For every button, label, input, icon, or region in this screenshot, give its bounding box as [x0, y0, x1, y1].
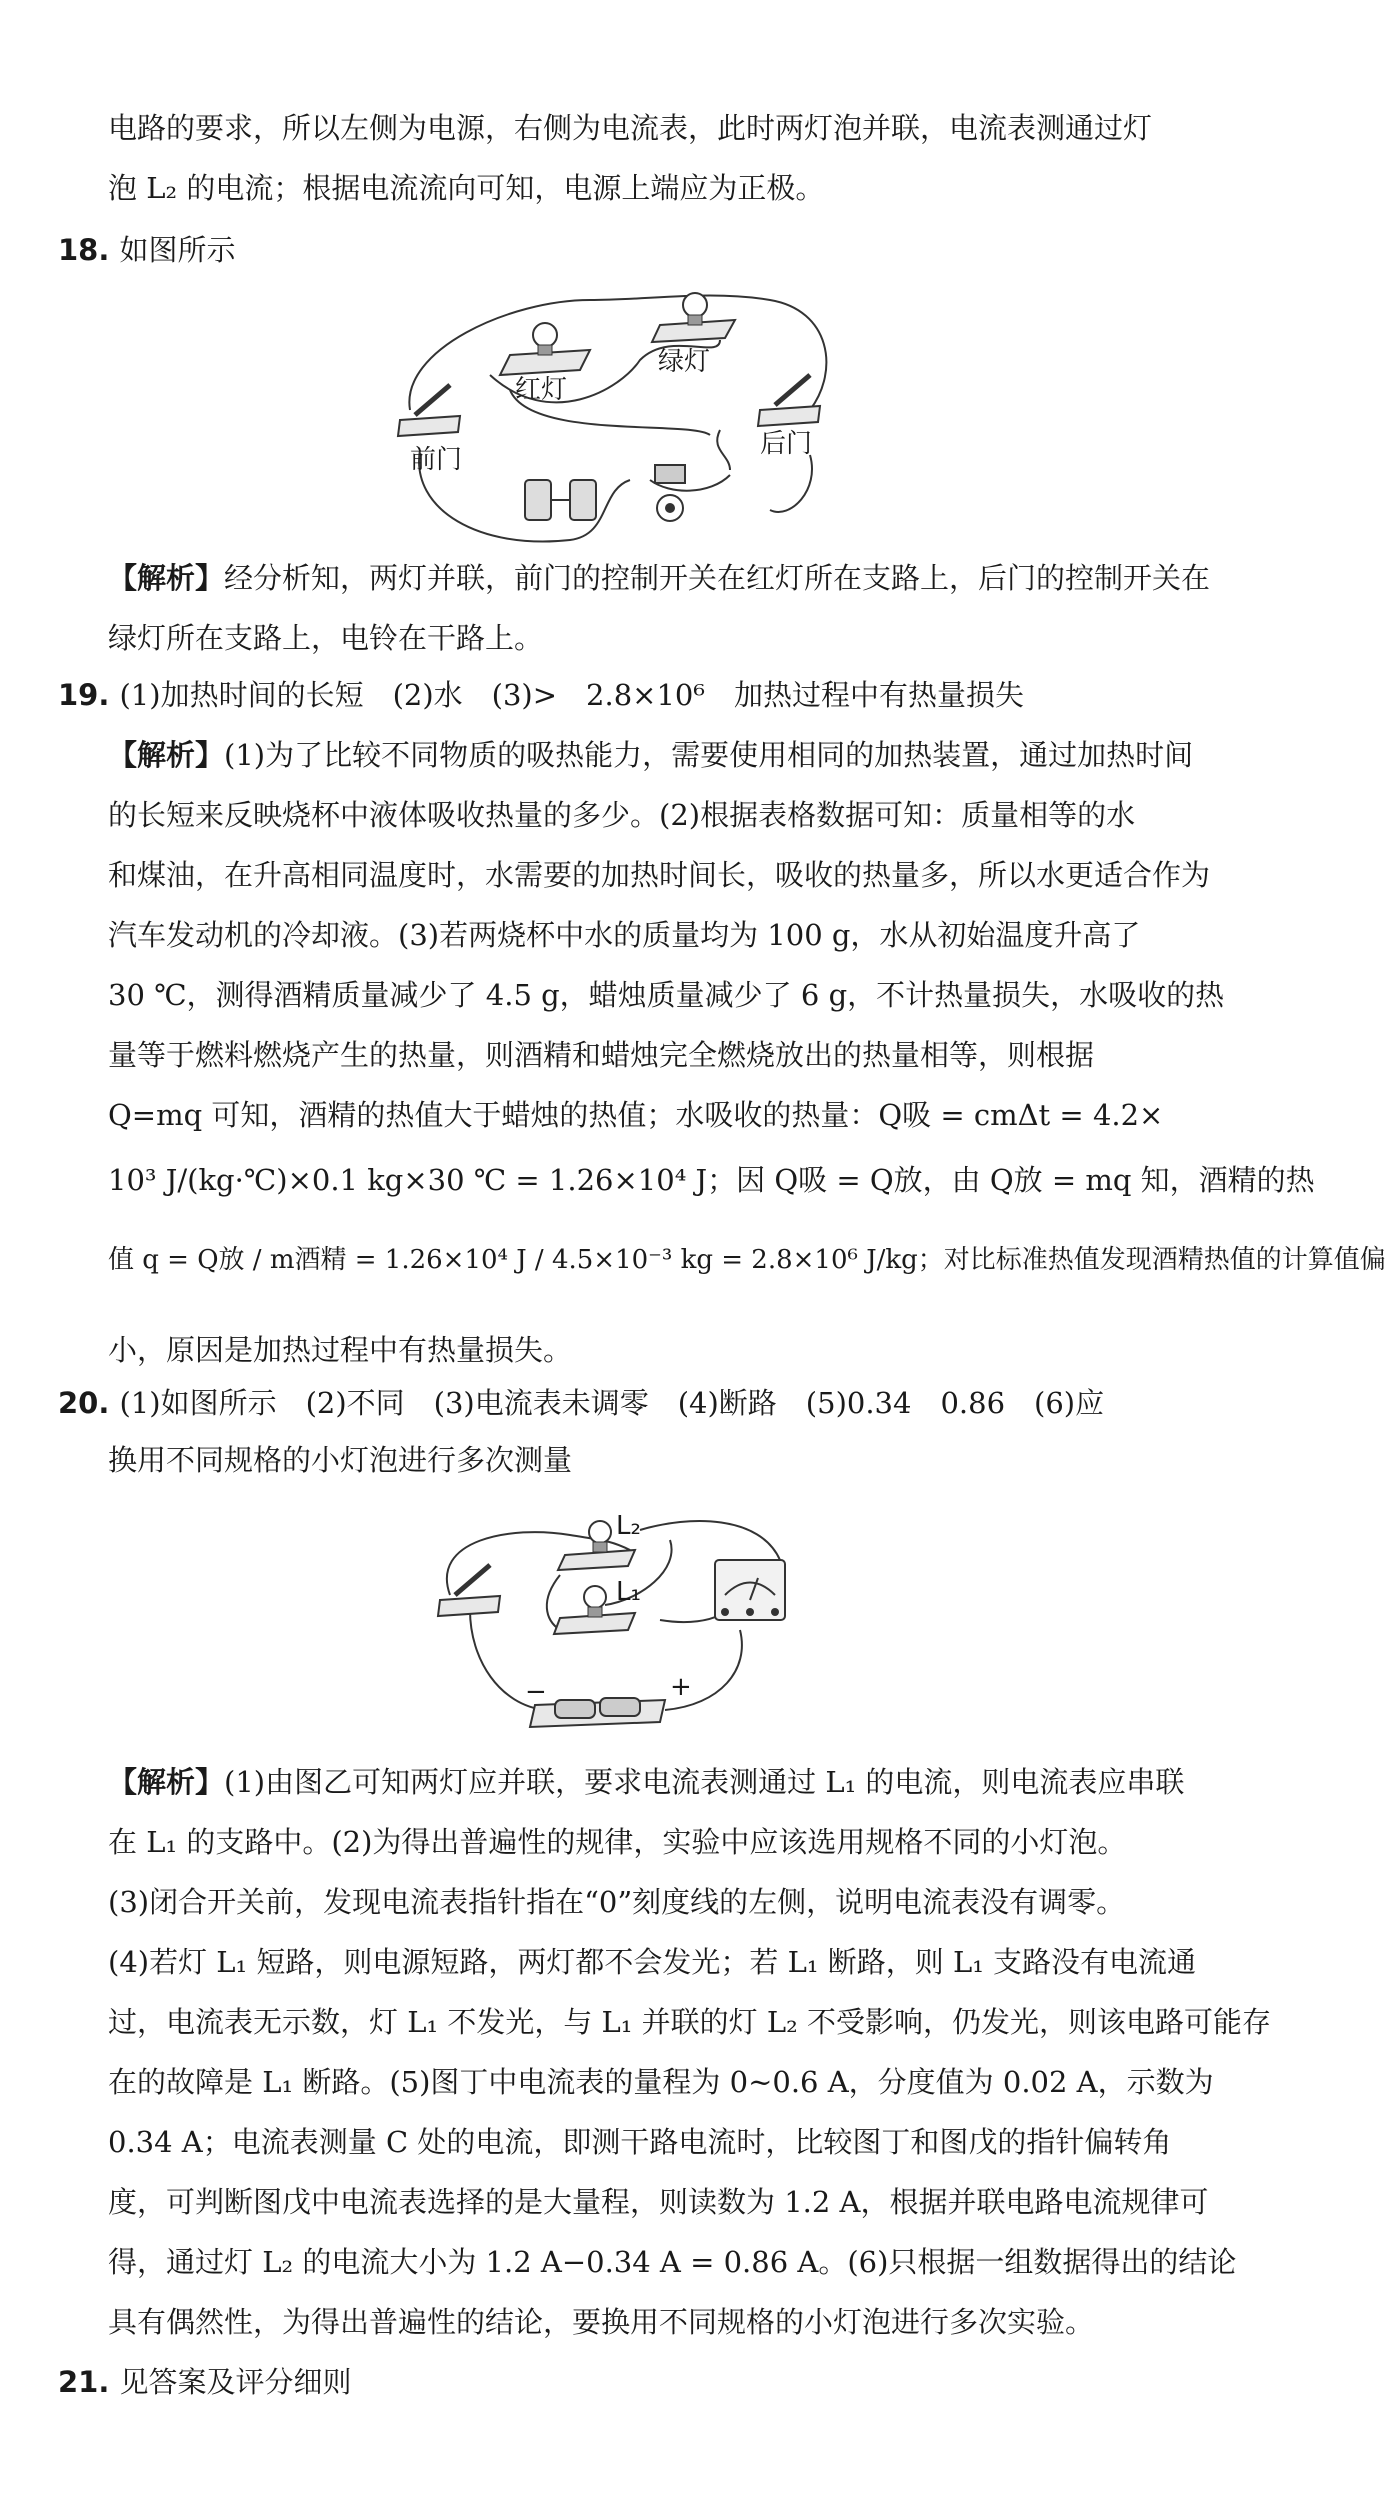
q19-number: 19.: [58, 678, 110, 712]
q20-number: 20.: [58, 1386, 110, 1420]
q20-analysis-line-5: 过，电流表无示数，灯 L₁ 不发光，与 L₁ 并联的灯 L₂ 不受影响，仍发光，则该电路可能存: [108, 2005, 1271, 2039]
lamp-l1-label: L₁: [616, 1577, 641, 1607]
q19-answer: (1)加热时间的长短 (2)水 (3)> 2.8×10⁶ 加热过程中有热量损失: [119, 678, 1024, 712]
q18-analysis-line-1: 【解析】经分析知，两灯并联，前门的控制开关在红灯所在支路上，后门的控制开关在: [108, 561, 1211, 595]
q20-analysis-line-2: 在 L₁ 的支路中。(2)为得出普遍性的规律，实验中应该选用规格不同的小灯泡。: [108, 1825, 1127, 1859]
q21-answer: 见答案及评分细则: [119, 2365, 352, 2399]
q20-analysis-line-4: (4)若灯 L₁ 短路，则电源短路，两灯都不会发光；若 L₁ 断路，则 L₁ 支路没有电流通: [108, 1945, 1197, 1979]
battery-minus-label: −: [525, 1677, 547, 1707]
q19-analysis-line-2: 的长短来反映烧杯中液体吸收热量的多少。(2)根据表格数据可知：质量相等的水: [108, 798, 1136, 832]
q20-circuit-diagram: [430, 1500, 810, 1735]
q19-analysis-line-10: 小，原因是加热过程中有热量损失。: [108, 1333, 573, 1367]
red-lamp-board: [500, 323, 590, 375]
red-lamp-label: 红灯: [515, 375, 568, 405]
q21-heading: [58, 2362, 352, 2402]
q19-analysis-line-5: 30 ℃，测得酒精质量减少了 4.5 g，蜡烛质量减少了 6 g，不计热量损失，水吸收的热: [108, 978, 1225, 1012]
q20-analysis-line-3: (3)闭合开关前，发现电流表指针指在“0”刻度线的左侧，说明电流表没有调零。: [108, 1885, 1126, 1919]
q18-analysis-tag: 【解析】: [108, 561, 225, 595]
green-lamp-label: 绿灯: [658, 347, 711, 377]
q20-analysis-line-8: 度，可判断图戊中电流表选择的是大量程，则读数为 1.2 A，根据并联电路电流规律可: [108, 2185, 1209, 2219]
q20-analysis-tag: 【解析】: [108, 1765, 225, 1799]
q20-analysis-line-10: 具有偶然性，为得出普遍性的结论，要换用不同规格的小灯泡进行多次实验。: [108, 2305, 1095, 2339]
battery-holder: [530, 1698, 665, 1727]
back-door-switch: [758, 375, 820, 426]
q20-analysis-line-6: 在的故障是 L₁ 断路。(5)图丁中电流表的量程为 0~0.6 A，分度值为 0.02 A，示数为: [108, 2065, 1214, 2099]
battery-plus-label: +: [670, 1672, 692, 1702]
ammeter: [715, 1560, 785, 1620]
battery-pair: [525, 480, 596, 520]
q20-analysis-line-9: 得，通过灯 L₂ 的电流大小为 1.2 A−0.34 A = 0.86 A。(6)只根据一组数据得出的结论: [108, 2245, 1237, 2279]
q19-analysis-line-3: 和煤油，在升高相同温度时，水需要的加热时间长，吸收的热量多，所以水更适合作为: [108, 858, 1211, 892]
q18-analysis-line-2: 绿灯所在支路上，电铃在干路上。: [108, 621, 544, 655]
q20-heading: [58, 1383, 1104, 1423]
q19-heading: [58, 675, 1024, 715]
q18-number: 18.: [58, 233, 110, 267]
q19-analysis-line-7: Q=mq 可知，酒精的热值大于蜡烛的热值；水吸收的热量：Q吸 = cmΔt = 4.2×: [108, 1098, 1164, 1132]
q20-answer-line-1: (1)如图所示 (2)不同 (3)电流表未调零 (4)断路 (5)0.34 0.86 (6)应: [119, 1386, 1105, 1420]
lamp-l2-label: L₂: [616, 1511, 641, 1541]
front-door-label: 前门: [410, 445, 463, 475]
q19-analysis-line-1: 【解析】(1)为了比较不同物质的吸热能力，需要使用相同的加热装置，通过加热时间: [108, 738, 1194, 772]
back-door-label: 后门: [760, 429, 813, 459]
q19-analysis-line-8: 10³ J/(kg·℃)×0.1 kg×30 ℃ = 1.26×10⁴ J；因 Q吸 = Q放，由 Q放 = mq 知，酒精的热: [108, 1163, 1315, 1197]
q18-circuit-diagram: [390, 280, 850, 550]
q20-analysis-line-1: 【解析】(1)由图乙可知两灯应并联，要求电流表测通过 L₁ 的电流，则电流表应串联: [108, 1765, 1185, 1799]
q20-answer-line-2: 换用不同规格的小灯泡进行多次测量: [108, 1443, 573, 1477]
q21-number: 21.: [58, 2365, 110, 2399]
electric-bell: [655, 465, 685, 521]
green-lamp-board: [652, 293, 735, 342]
q19-analysis-line-6: 量等于燃料燃烧产生的热量，则酒精和蜡烛完全燃烧放出的热量相等，则根据: [108, 1038, 1095, 1072]
q18-answer: 如图所示: [119, 233, 236, 267]
intro-line-1: 电路的要求，所以左侧为电源，右侧为电流表，此时两灯泡并联，电流表测通过灯: [108, 111, 1153, 145]
front-door-switch: [398, 385, 460, 436]
q18-heading: [58, 230, 236, 270]
q20-analysis-line-7: 0.34 A；电流表测量 C 处的电流，即测干路电流时，比较图丁和图戊的指针偏转角: [108, 2125, 1172, 2159]
q19-analysis-line-4: 汽车发动机的冷却液。(3)若两烧杯中水的质量均为 100 g，水从初始温度升高了: [108, 918, 1141, 952]
intro-line-2: 泡 L₂ 的电流；根据电流流向可知，电源上端应为正极。: [108, 171, 825, 205]
q19-analysis-line-9: 值 q = Q放 / m酒精 = 1.26×10⁴ J / 4.5×10⁻³ kg = 2.8×10⁶ J/kg；对比标准热值发现酒精热值的计算值偏: [108, 1245, 1386, 1275]
q19-analysis-tag: 【解析】: [108, 738, 225, 772]
